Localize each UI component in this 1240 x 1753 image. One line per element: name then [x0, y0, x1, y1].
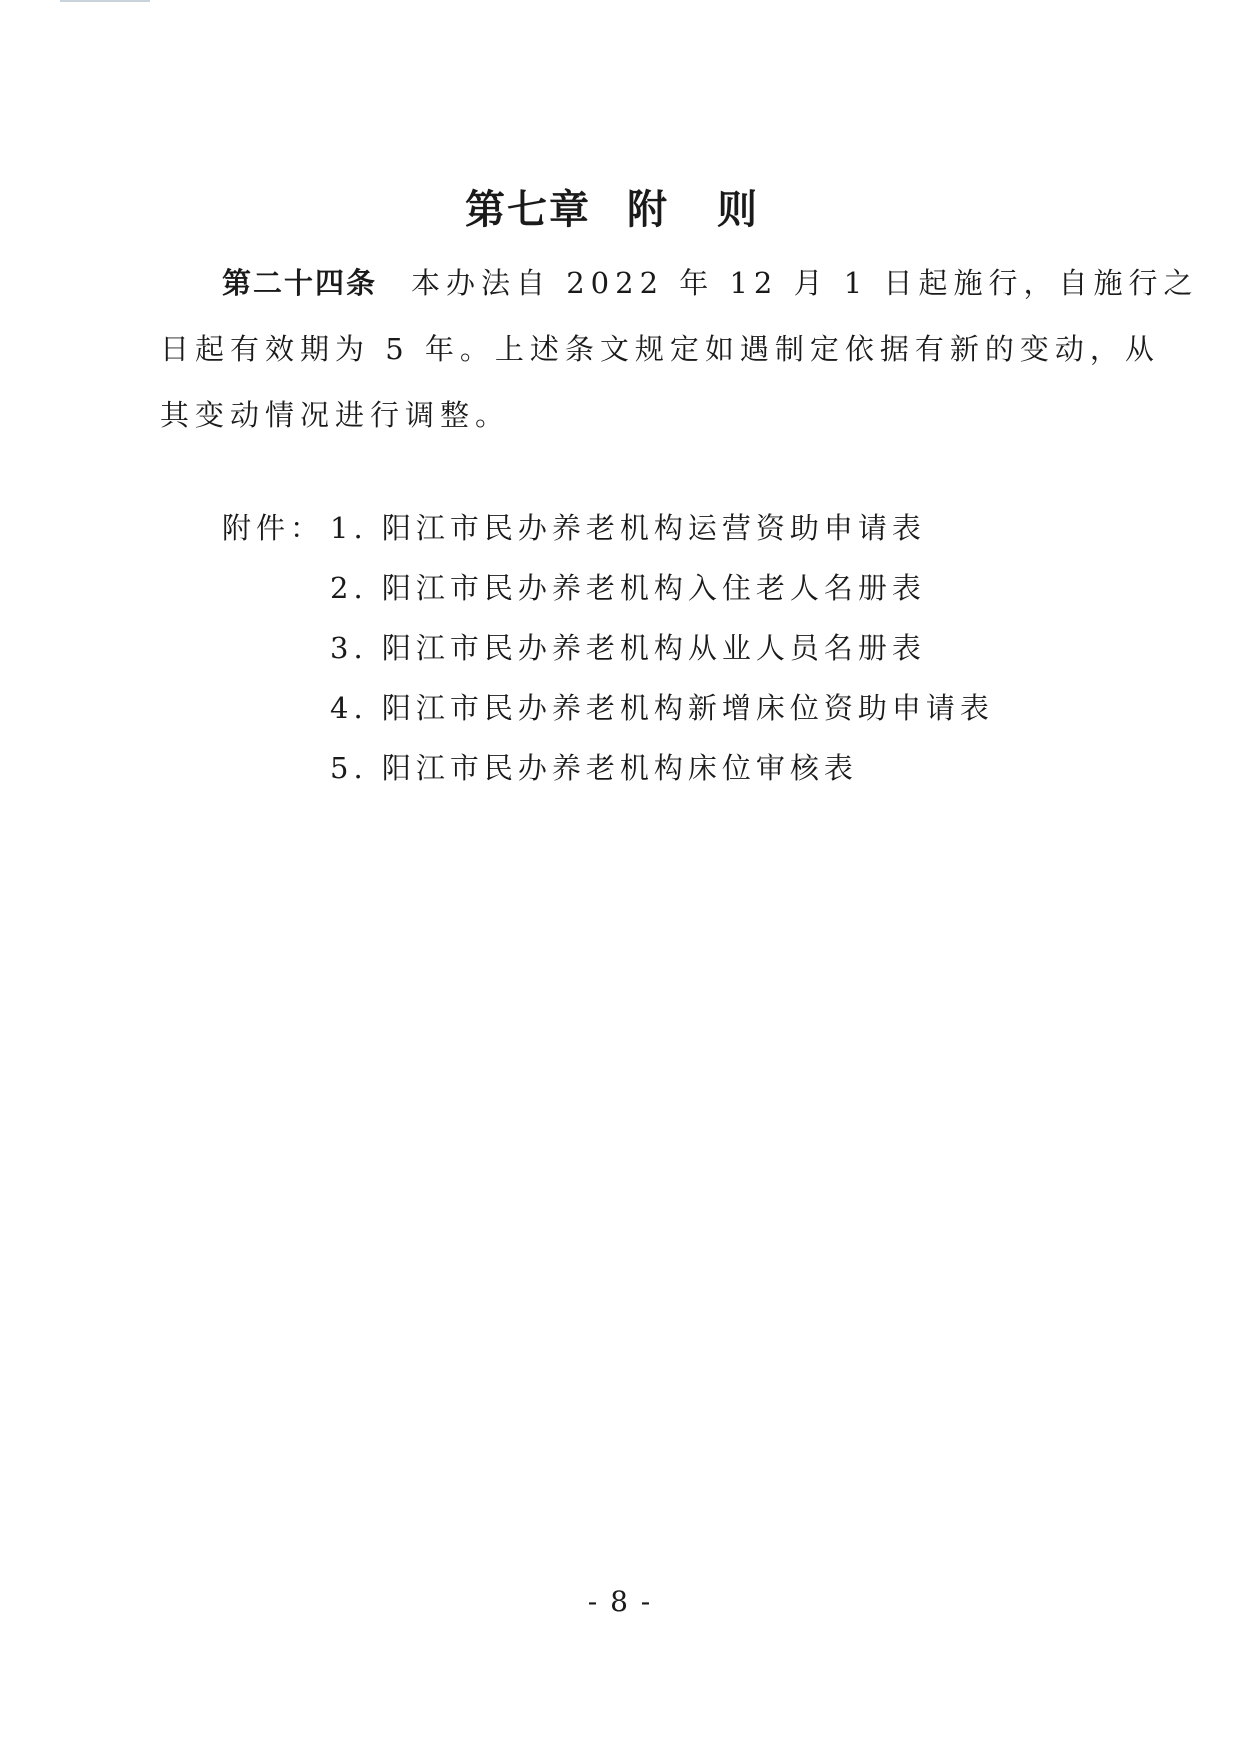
attachment-item-5: 5. 阳江市民办养老机构床位审核表: [330, 751, 858, 785]
article-line-1: [160, 250, 1199, 316]
attachments-lead: 附件：: [222, 511, 325, 545]
article-line-2: 日起有效期为 5 年。上述条文规定如遇制定依据有新的变动，从: [160, 332, 1160, 366]
scan-edge-mark: [60, 0, 150, 2]
attachment-item: [222, 558, 994, 618]
article-24: [160, 250, 1199, 448]
article-label: 第二十四条: [222, 266, 378, 300]
attachment-item: [222, 678, 994, 738]
attachment-item-4: 4. 阳江市民办养老机构新增床位资助申请表: [330, 691, 994, 725]
attachment-item-3: 3. 阳江市民办养老机构从业人员名册表: [330, 631, 926, 665]
attachment-item: [222, 618, 994, 678]
article-text-1: 本办法自 2022 年 12 月 1 日起施行，自施行之: [411, 266, 1199, 300]
article-line-3: 其变动情况进行调整。: [160, 398, 511, 432]
page-number: - 8 -: [587, 1585, 653, 1618]
attachment-item: [222, 498, 994, 558]
attachment-item-2: 2. 阳江市民办养老机构入住老人名册表: [330, 571, 926, 605]
chapter-number: 第七章: [465, 187, 592, 233]
chapter-title: 附 则: [627, 187, 775, 233]
chapter-heading: [0, 180, 1240, 240]
attachments-list: [222, 498, 994, 798]
attachment-item-1: 1. 阳江市民办养老机构运营资助申请表: [330, 511, 926, 545]
attachment-item: [222, 738, 994, 798]
